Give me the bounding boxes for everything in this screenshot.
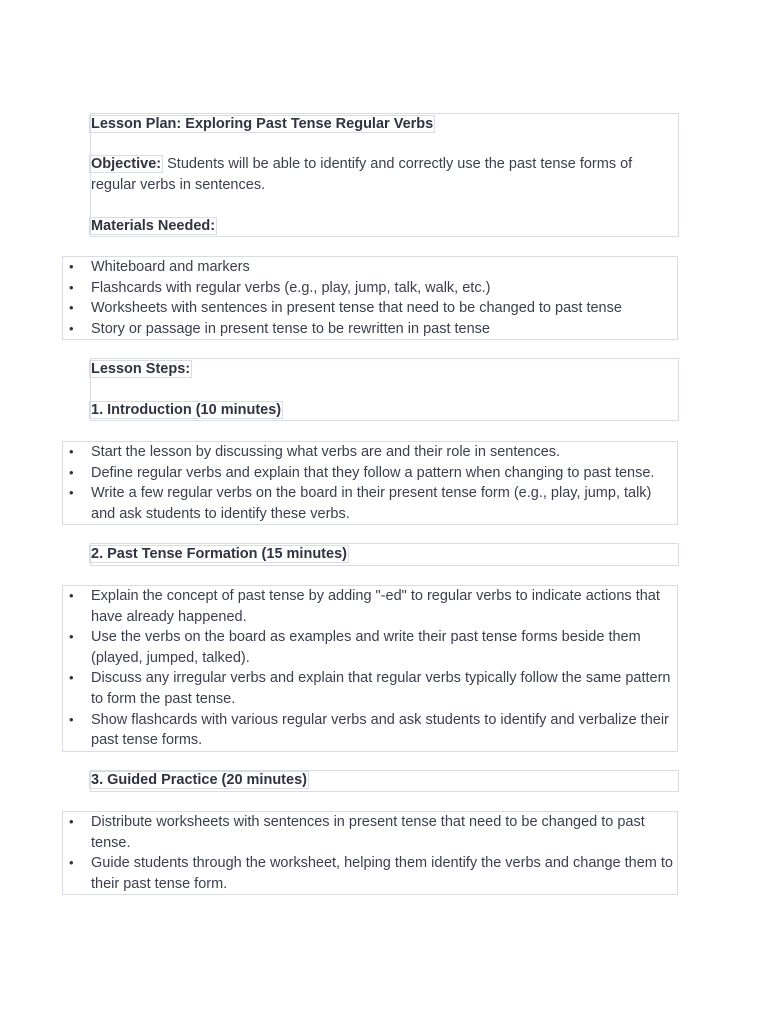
list-item: • Flashcards with regular verbs (e.g., play, jump, talk, walk, etc.) (63, 278, 677, 299)
lesson-title: Lesson Plan: Exploring Past Tense Regular Verbs (91, 116, 434, 132)
objective-label: Objective: (91, 156, 162, 172)
section-heading-1: 1. Introduction (10 minutes) (91, 402, 282, 418)
list-item: • Explain the concept of past tense by adding "-ed" to regular verbs to indicate actions that have already happened. (63, 586, 677, 627)
section-heading-3: 3. Guided Practice (20 minutes) (91, 772, 307, 788)
section-heading-2: 2. Past Tense Formation (15 minutes) (91, 546, 347, 562)
materials-list (62, 256, 678, 340)
list-item: • Write a few regular verbs on the board in their present tense form (e.g., play, jump, talk) and ask students to identify these verbs. (63, 483, 677, 524)
list-item: • Define regular verbs and explain that they follow a pattern when changing to past tense. (63, 463, 677, 484)
list-item: • Start the lesson by discussing what verbs are and their role in sentences. (63, 442, 677, 463)
steps-heading: Lesson Steps: (91, 361, 191, 377)
objective-paragraph (91, 154, 673, 195)
materials-heading: Materials Needed: (91, 218, 216, 234)
list-item: • Discuss any irregular verbs and explain that regular verbs typically follow the same pattern to form the past tense. (63, 668, 677, 709)
list-item: • Story or passage in present tense to be rewritten in past tense (63, 319, 677, 340)
list-item: • Whiteboard and markers (63, 257, 677, 278)
objective-text: Students will be able to identify and correctly use the past tense forms of regular verbs in sentences. (91, 156, 633, 193)
list-item: • Show flashcards with various regular verbs and ask students to identify and verbalize their past tense forms. (63, 710, 677, 751)
list-item: • Distribute worksheets with sentences in present tense that need to be changed to past tense. (63, 812, 677, 853)
section-list-2 (62, 585, 678, 752)
list-item: • Worksheets with sentences in present tense that need to be changed to past tense (63, 298, 677, 319)
list-item: • Use the verbs on the board as examples and write their past tense forms beside them (played, jumped, talked). (63, 627, 677, 668)
section-list-3 (62, 811, 678, 895)
section-list-1 (62, 441, 678, 525)
list-item: • Guide students through the worksheet, helping them identify the verbs and change them to their past tense form. (63, 853, 677, 894)
